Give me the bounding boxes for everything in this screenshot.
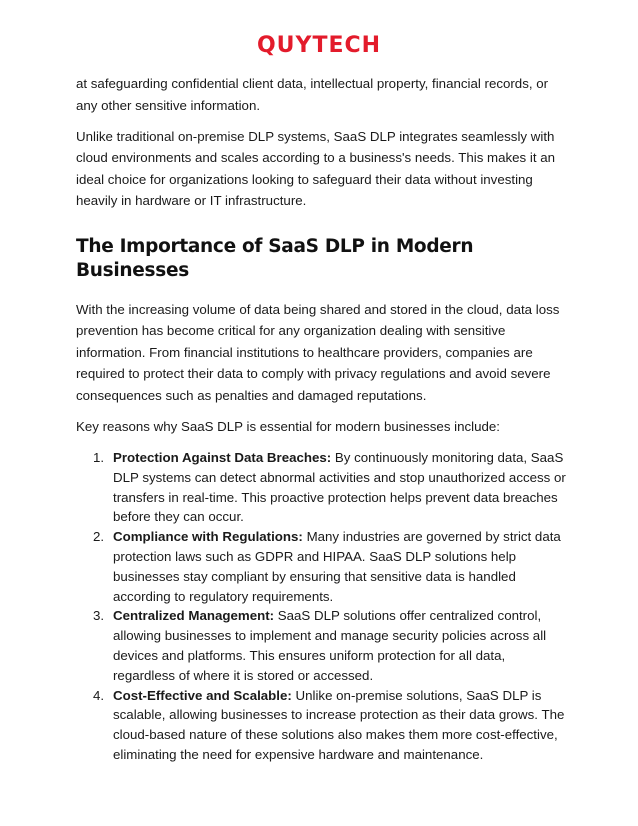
list-item: [76, 606, 568, 685]
section-heading: The Importance of SaaS DLP in Modern Businesses: [76, 235, 474, 281]
list-item: [76, 686, 568, 765]
list-item-number: 4.: [93, 687, 105, 703]
list-item-number: 2.: [93, 529, 105, 545]
reasons-list: [76, 448, 568, 765]
list-item-text: SaaS DLP solutions offer centralized control, allowing businesses to implement and manage security policies across all devices and platforms. This ensures uniform protection for all data, regardless of where it is stored or accessed.: [113, 608, 547, 683]
list-item-text: By continuously monitoring data, SaaS DLP systems can detect abnormal activities and stop unauthorized access or transfers in real-time. This proactive protection helps prevent data breaches before they can occur.: [113, 450, 566, 525]
list-item-lead: Compliance with Regulations:: [113, 529, 303, 545]
list-item-number: 1.: [93, 450, 105, 465]
document-body: [76, 73, 568, 765]
list-item-lead: Protection Against Data Breaches:: [113, 450, 332, 465]
quytech-logo: QUYTECH: [256, 33, 382, 58]
list-item-text: Many industries are governed by strict data protection laws such as GDPR and HIPAA. SaaS DLP solutions help businesses stay compliant by ensuring that sensitive data is handled according to regulatory requirements.: [113, 529, 561, 604]
section-paragraph-1: With the increasing volume of data being shared and stored in the cloud, data loss prevention has become critical for any organization dealing with sensitive information. From financial institutions to healthcare providers, companies are required to protect their data to comply with privacy regulations and avoid severe consequences such as penalties and damaged reputations.: [76, 301, 560, 403]
intro-paragraph-1: at safeguarding confidential client data, intellectual property, financial records, or any other sensitive information.: [76, 76, 549, 113]
section-paragraph-2: Key reasons why SaaS DLP is essential for modern businesses include:: [76, 418, 501, 434]
intro-paragraph-2: Unlike traditional on-premise DLP systems, SaaS DLP integrates seamlessly with cloud environments and scales according to a business's needs. This makes it an ideal choice for organizations looking to safeguard their data without investing heavily in hardware or IT infrastructure.: [76, 128, 556, 208]
list-item-lead: Centralized Management:: [113, 608, 275, 624]
list-item: [76, 448, 568, 527]
list-item-text: Unlike on-premise solutions, SaaS DLP is scalable, allowing businesses to increase protection as their data grows. The cloud-based nature of these solutions also makes them more cost-effective, eliminating the need for expensive hardware and maintenance.: [113, 687, 565, 762]
list-item-number: 3.: [93, 608, 105, 624]
list-item-lead: Cost-Effective and Scalable:: [113, 687, 292, 703]
list-item: [76, 527, 568, 606]
